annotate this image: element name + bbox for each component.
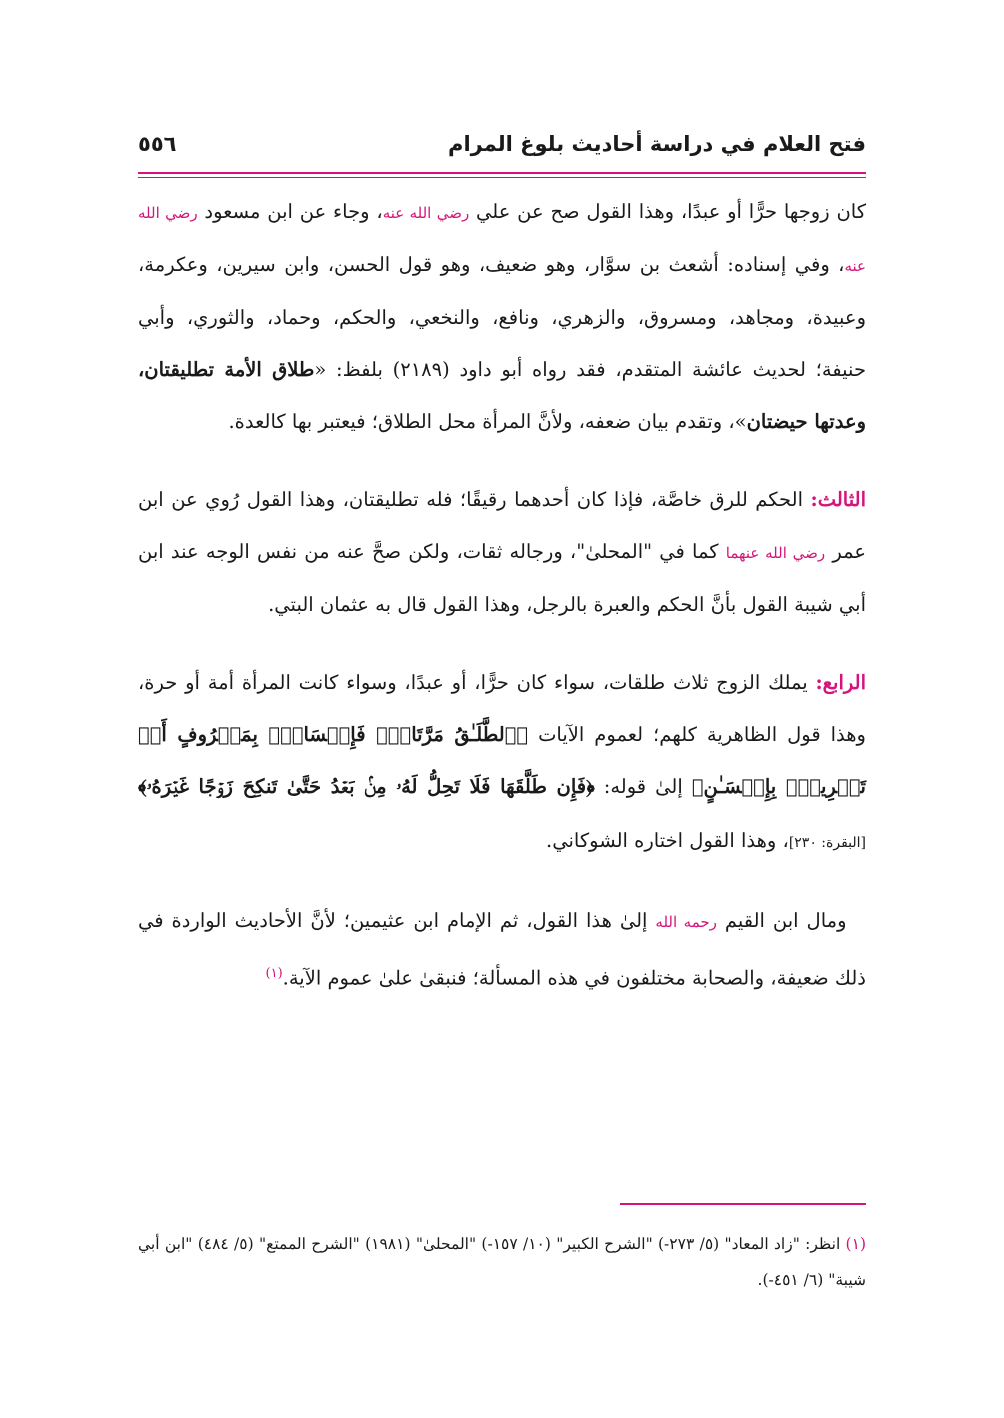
footnote-number: (١) — [845, 1235, 866, 1253]
text-run: ، وفي إسناده: أشعث بن سوَّار، وهو ضعيف، وهو قول الحسن، وابن سيرين، وعكرمة، وعبيدة، ومجاهد، ومسروق، والزهري، ونافع، والنخعي، والحكم، وحماد، والثوري، وأبي حنيفة؛ لحديث عائشة المتقدم، فقد رواه أبو داود (٢١٨٩) بلفظ: « — [138, 253, 866, 381]
book-title: فتح العلام في دراسة أحاديث بلوغ المرام — [448, 132, 866, 156]
paragraph-3 — [138, 657, 866, 869]
running-header — [138, 128, 866, 168]
footnote-rule — [620, 1203, 866, 1205]
footnote — [138, 1226, 866, 1298]
section-label-fourth: الرابع: — [815, 671, 866, 694]
main-text — [138, 186, 866, 1005]
text-run: إلىٰ هذا القول، ثم الإمام ابن عثيمين؛ لأنَّ الأحاديث الواردة في ذلك ضعيفة، والصحابة مختلفون في هذه المسألة؛ فنبقىٰ علىٰ عموم الآية. — [138, 909, 866, 990]
text-run: ، وجاء عن ابن مسعود — [197, 200, 383, 223]
paragraph-1 — [138, 186, 866, 448]
quran-verse: ﴿ٱلطَّلَـٰقُ مَرَّتَانِۖ فَإِمۡسَاكُۢ بِمَعۡرُوفٍ أَوۡ تَسۡرِيحُۢ بِإِحۡسَـٰنٍ﴾ — [138, 723, 866, 798]
paragraph-gap — [138, 631, 866, 657]
honorific: رحمه الله — [655, 913, 717, 931]
paragraph-2 — [138, 474, 866, 631]
page-number: ٥٥٦ — [138, 132, 177, 156]
paragraph-gap — [138, 869, 866, 895]
text-run: الحكم للرق خاصَّة، فإذا كان أحدهما رقيقًا؛ فله تطليقتان، وهذا القول رُوي عن ابن عمر — [138, 488, 866, 563]
section-label-third: الثالث: — [810, 488, 866, 511]
text-run: كان زوجها حرًّا أو عبدًا، وهذا القول صح عن علي — [469, 200, 866, 223]
header-rule — [138, 172, 866, 174]
honorific: رضي الله عنه — [382, 204, 470, 222]
paragraph-gap — [138, 448, 866, 474]
text-run: ومال ابن القيم — [716, 909, 847, 932]
quran-verse: ﴿فَإِن طَلَّقَهَا فَلَا تَحِلُّ لَهُۥ مِنۢ بَعۡدُ حَتَّىٰ تَنكِحَ زَوۡجًا غَيۡرَهُۥ﴾ — [138, 775, 595, 798]
text-run: ، وهذا القول اختاره الشوكاني. — [546, 829, 789, 852]
text-run: كما في "المحلىٰ"، ورجاله ثقات، ولكن صحَّ عنه من نفس الوجه عند ابن أبي شيبة القول بأنَّ الحكم والعبرة بالرجل، وهذا القول قال به عثمان البتي. — [138, 540, 866, 616]
hadith-quote: طلاق الأمة تطليقتان، وعدتها حيضتان — [138, 358, 866, 433]
text-run: يملك الزوج ثلاث طلقات، سواء كان حرًّا، أو عبدًا، وسواء كانت المرأة أمة أو حرة، وهذا قول الظاهرية كلهم؛ لعموم الآيات — [138, 671, 866, 746]
honorific: رضي الله عنهما — [725, 544, 826, 562]
footnote-text: انظر: "زاد المعاد" (٥/ ٢٧٣-) "الشرح الكبير" (١٠/ ١٥٧-) "المحلىٰ" (١٩٨١) "الشرح الممتع" (٥/ ٤٨٤) "ابن أبي شيبة" (٦/ ٤٥١-). — [138, 1235, 866, 1289]
header-rule-thin — [138, 177, 866, 178]
footnote-reference[interactable]: (١) — [265, 966, 283, 981]
honorific: رضي الله عنه — [138, 204, 866, 275]
text-run: إلىٰ قوله: — [594, 775, 692, 798]
paragraph-4 — [138, 895, 866, 1005]
verse-reference: [البقرة: ٢٣٠] — [788, 835, 866, 851]
text-run: »، وتقدم بيان ضعفه، ولأنَّ المرأة محل الطلاق؛ فيعتبر بها كالعدة. — [228, 410, 747, 433]
